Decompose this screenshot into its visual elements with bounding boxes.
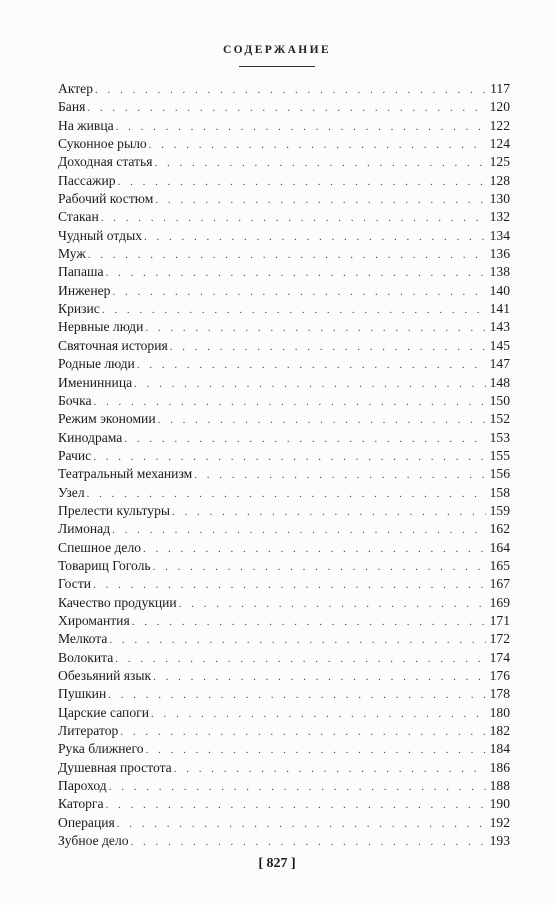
toc-dot-leader <box>87 99 486 117</box>
toc-entry-page: 190 <box>489 796 510 812</box>
toc-entry-title: Стакан <box>58 209 99 225</box>
toc-entry <box>58 300 510 318</box>
toc-entry-page: 120 <box>489 99 510 115</box>
toc-entry <box>58 318 510 336</box>
toc-entry-page: 167 <box>489 576 510 592</box>
toc-dot-leader <box>158 411 486 429</box>
toc-entry-title: Бочка <box>58 392 92 408</box>
toc-entry <box>58 208 510 226</box>
toc-entry-page: 156 <box>489 466 510 482</box>
toc-entry-title: Обезьяний язык <box>58 668 152 683</box>
toc-entry-page: 186 <box>489 759 510 775</box>
toc-dot-leader <box>95 81 486 99</box>
toc-entry-title: Муж <box>58 246 86 262</box>
toc-entry-title: Пароход <box>58 778 107 794</box>
toc-entry-title: Качество продукции <box>58 594 177 610</box>
toc-entry-page: 169 <box>489 594 510 610</box>
toc-dot-leader <box>102 301 486 319</box>
toc-entry-page: 158 <box>489 484 510 500</box>
toc-entry <box>58 410 510 428</box>
toc-entry-page: 153 <box>489 429 510 445</box>
toc-entry-page: 159 <box>489 502 510 518</box>
toc-entry-title: Рачис <box>58 447 92 463</box>
toc-entry-page: 136 <box>489 246 510 262</box>
toc-entry <box>58 667 510 685</box>
toc-dot-leader <box>132 613 486 631</box>
toc-entry-page: 152 <box>489 411 510 427</box>
toc-entry <box>58 704 510 722</box>
toc-entry-title: Театральный механизм <box>58 466 193 482</box>
toc-entry-title: Папаша <box>58 264 104 280</box>
toc-entry-title: Именинница <box>58 374 133 390</box>
toc-entry <box>58 832 510 850</box>
toc-entry-page: 122 <box>489 117 510 133</box>
toc-entry <box>58 557 510 575</box>
toc-entry <box>58 539 510 557</box>
toc-entry-page: 174 <box>489 649 510 665</box>
toc-dot-leader <box>155 191 486 209</box>
toc-dot-leader <box>153 668 486 686</box>
toc-entry <box>58 795 510 813</box>
toc-entry <box>58 245 510 263</box>
toc-dot-leader <box>117 815 486 833</box>
toc-entry <box>58 649 510 667</box>
toc-entry <box>58 429 510 447</box>
toc-entry-title: Гости <box>58 576 92 592</box>
toc-dot-leader <box>153 558 486 576</box>
toc-dot-leader <box>106 796 486 814</box>
toc-dot-leader <box>120 723 486 741</box>
toc-entry-page: 178 <box>489 686 510 702</box>
toc-entry-page: 162 <box>489 521 510 537</box>
toc-entry-page: 140 <box>489 282 510 298</box>
toc-entry-title: Чудный отдых <box>58 227 142 243</box>
toc-entry <box>58 98 510 116</box>
toc-dot-leader <box>151 705 486 723</box>
toc-entry-title: Рабочий костюм <box>58 191 154 207</box>
heading-rule <box>239 66 315 67</box>
toc-entry-title: Святочная история <box>58 337 168 353</box>
toc-entry-title: Пушкин <box>58 686 107 702</box>
toc-entry-title: Доходная статья <box>58 154 153 170</box>
toc-entry-title: Инженер <box>58 282 111 298</box>
toc-dot-leader <box>109 631 486 649</box>
toc-entry-page: 130 <box>489 191 510 207</box>
toc-entry <box>58 685 510 703</box>
toc-entry-page: 176 <box>489 668 510 683</box>
toc-dot-leader <box>93 448 486 466</box>
toc-dot-leader <box>94 393 486 411</box>
toc-entry-title: Кинодрама <box>58 429 123 445</box>
toc-entry <box>58 117 510 135</box>
toc-entry-title: Прелести культуры <box>58 502 171 518</box>
toc-entry-title: Зубное дело <box>58 833 129 849</box>
toc-entry-page: 138 <box>489 264 510 280</box>
toc-dot-leader <box>146 741 486 759</box>
toc-dot-leader <box>149 136 486 154</box>
toc-entry-title: Операция <box>58 814 115 830</box>
toc-dot-leader <box>115 650 486 668</box>
toc-entry-page: 165 <box>489 557 510 573</box>
toc-entry <box>58 759 510 777</box>
toc-dot-leader <box>88 246 486 264</box>
toc-dot-leader <box>144 228 486 246</box>
toc-entry <box>58 520 510 538</box>
toc-entry-page: 193 <box>489 833 510 849</box>
toc-dot-leader <box>155 154 486 172</box>
toc-entry <box>58 80 510 98</box>
toc-dot-leader <box>134 375 486 393</box>
toc-entry-page: 192 <box>489 814 510 830</box>
toc-entry-page: 132 <box>489 209 510 225</box>
toc-entry <box>58 484 510 502</box>
toc-entry <box>58 337 510 355</box>
toc-entry-page: 182 <box>489 723 510 739</box>
toc-entry <box>58 630 510 648</box>
toc-entry <box>58 465 510 483</box>
toc-dot-leader <box>137 356 486 374</box>
toc-entry-title: Пассажир <box>58 172 116 188</box>
toc-entry-title: Суконное рыло <box>58 136 147 152</box>
toc-entry-page: 117 <box>490 81 510 96</box>
toc-entry-page: 128 <box>489 172 510 188</box>
toc-entry-title: Родные люди <box>58 356 135 372</box>
toc-dot-leader <box>194 466 486 484</box>
toc-entry-page: 155 <box>489 447 510 463</box>
toc-entry-title: Литератор <box>58 723 119 739</box>
toc-dot-leader <box>108 686 486 704</box>
toc-dot-leader <box>145 319 486 337</box>
toc-dot-leader <box>170 338 486 356</box>
toc-entry-title: Лимонад <box>58 521 111 537</box>
toc-entry <box>58 153 510 171</box>
toc-entry <box>58 594 510 612</box>
toc-entry-page: 141 <box>489 301 510 317</box>
toc-entry <box>58 575 510 593</box>
toc-entry <box>58 814 510 832</box>
page-number: [ 827 ] <box>258 856 296 871</box>
toc-entry <box>58 282 510 300</box>
toc-dot-leader <box>124 430 486 448</box>
toc-entry-page: 148 <box>489 374 510 390</box>
toc-entry-page: 184 <box>489 741 510 757</box>
toc-entry <box>58 374 510 392</box>
toc-entry-page: 145 <box>489 337 510 353</box>
toc-dot-leader <box>143 540 486 558</box>
toc-entry-title: Волокита <box>58 649 114 665</box>
toc-dot-leader <box>112 283 486 301</box>
toc-entry <box>58 612 510 630</box>
toc-entry <box>58 740 510 758</box>
toc-dot-leader <box>118 173 486 191</box>
toc-dot-leader <box>105 264 486 282</box>
toc-entry-title: Каторга <box>58 796 104 812</box>
toc-entry-page: 172 <box>489 631 510 647</box>
toc-entry-page: 125 <box>489 154 510 170</box>
toc-entry <box>58 447 510 465</box>
toc-entry-title: Кризис <box>58 301 100 317</box>
toc-entry <box>58 502 510 520</box>
toc-entry-page: 164 <box>489 539 510 555</box>
toc-dot-leader <box>116 118 486 136</box>
toc-dot-leader <box>112 521 486 539</box>
toc-entry-page: 134 <box>489 227 510 243</box>
toc-entry-title: Царские сапоги <box>58 704 149 720</box>
table-of-contents <box>58 80 510 850</box>
toc-entry-title: Мелкота <box>58 631 108 647</box>
toc-entry <box>58 227 510 245</box>
toc-dot-leader <box>87 485 486 503</box>
toc-dot-leader <box>101 209 486 227</box>
toc-entry <box>58 392 510 410</box>
toc-entry-title: Баня <box>58 99 86 115</box>
toc-dot-leader <box>174 760 486 778</box>
toc-entry <box>58 263 510 281</box>
toc-dot-leader <box>93 576 486 594</box>
toc-entry-title: Спешное дело <box>58 539 142 555</box>
page-heading: СОДЕРЖАНИЕ <box>222 44 332 56</box>
toc-dot-leader <box>179 595 486 613</box>
toc-entry-page: 188 <box>489 778 510 794</box>
toc-dot-leader <box>172 503 486 521</box>
toc-dot-leader <box>131 833 486 851</box>
toc-entry <box>58 135 510 153</box>
toc-entry-title: Товарищ Гоголь <box>58 557 151 573</box>
toc-entry-title: Актер <box>58 81 94 96</box>
toc-entry <box>58 722 510 740</box>
toc-entry-title: Душевная простота <box>58 759 172 775</box>
toc-entry-title: На живца <box>58 117 114 133</box>
toc-entry-title: Рука ближнего <box>58 741 144 757</box>
toc-entry <box>58 172 510 190</box>
toc-entry-page: 143 <box>489 319 510 335</box>
toc-entry-page: 124 <box>489 136 510 152</box>
toc-entry <box>58 190 510 208</box>
toc-dot-leader <box>109 778 486 796</box>
toc-entry-title: Узел <box>58 484 85 500</box>
toc-entry-page: 180 <box>489 704 510 720</box>
toc-entry <box>58 777 510 795</box>
toc-entry-page: 150 <box>489 392 510 408</box>
toc-entry <box>58 355 510 373</box>
toc-entry-page: 147 <box>489 356 510 372</box>
toc-entry-title: Хиромантия <box>58 612 130 628</box>
toc-entry-title: Нервные люди <box>58 319 144 335</box>
toc-entry-page: 171 <box>489 612 510 628</box>
toc-entry-title: Режим экономии <box>58 411 156 427</box>
